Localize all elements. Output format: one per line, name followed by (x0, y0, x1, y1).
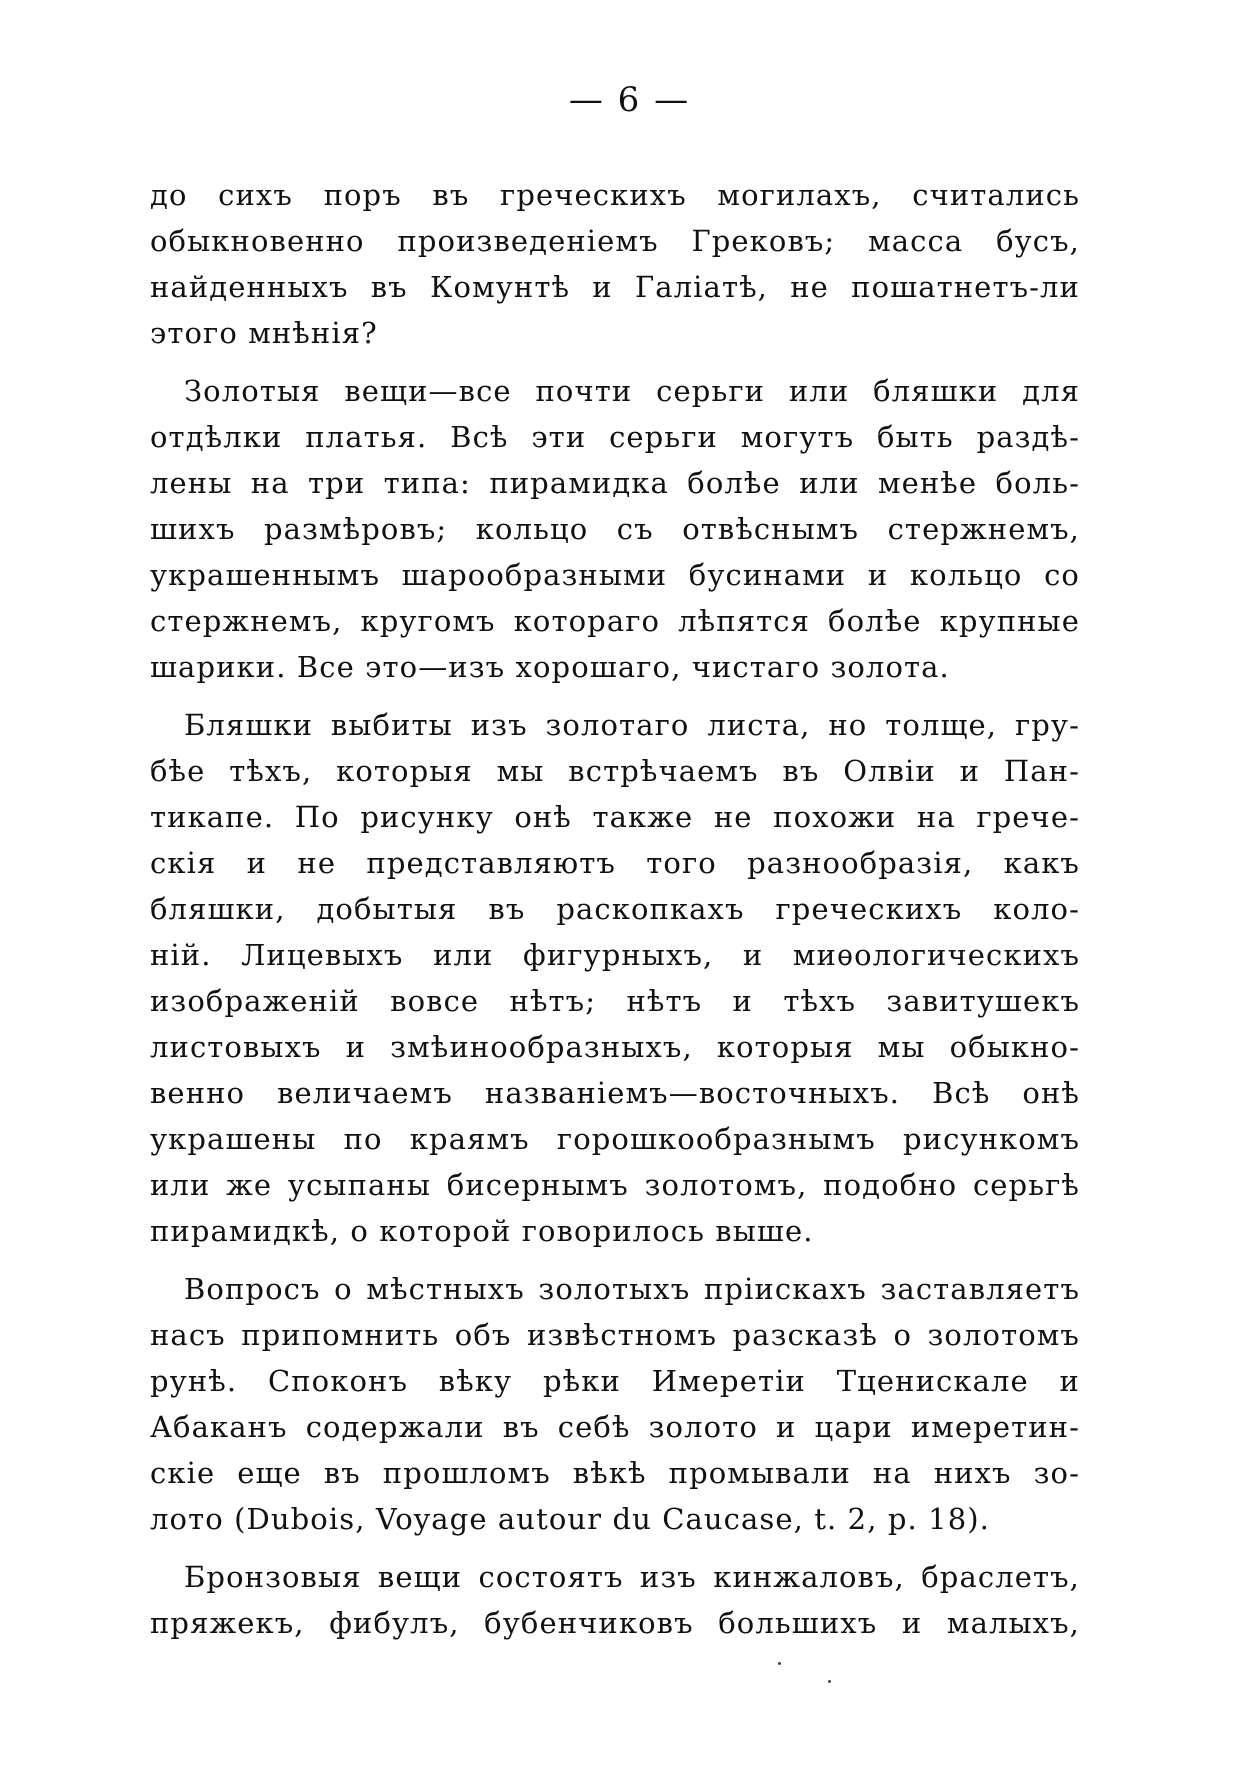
text-line: шарики. Все это—изъ хорошаго, чистаго золота. (150, 650, 950, 684)
text-line: Золотыя вещи—все почти серьги или бляшки для (184, 374, 1080, 408)
text-line: найденныхъ въ Комунтѣ и Галiатѣ, не пошатнетъ-ли (150, 270, 1080, 304)
text-line: шихъ размѣровъ; кольцо съ отвѣснымъ стержнемъ, (150, 512, 1080, 546)
text-line: или же усыпаны бисернымъ золотомъ, подобно серьгѣ (150, 1168, 1080, 1202)
text-line: венно величаемъ названiемъ—восточныхъ. Всѣ онѣ (150, 1076, 1080, 1110)
text-line: листовыхъ и змѣинообразныхъ, которыя мы обыкно- (150, 1030, 1080, 1064)
text-line: стержнемъ, кругомъ котораго лѣпятся болѣе крупные (150, 604, 1080, 638)
text-line: Абаканъ содержали въ себѣ золото и цари имеретин- (150, 1410, 1080, 1444)
paragraph-2 (150, 368, 1080, 690)
text-line: до сихъ поръ въ греческихъ могилахъ, считались (150, 178, 1080, 212)
text-line: изображенiй вовсе нѣтъ; нѣтъ и тѣхъ завитушекъ (150, 984, 1080, 1018)
text-line: Бронзовыя вещи состоятъ изъ кинжаловъ, браслетъ, (184, 1560, 1080, 1594)
text-line: бляшки, добытыя въ раскопкахъ греческихъ коло- (150, 892, 1080, 926)
text-line: лены на три типа: пирамидка болѣе или менѣе боль- (150, 466, 1080, 500)
text-line: Бляшки выбиты изъ золотаго листа, но толще, гру- (184, 708, 1080, 742)
print-speck (778, 1662, 781, 1665)
text-line: насъ припомнить объ извѣстномъ разсказѣ о золотомъ (150, 1318, 1080, 1352)
text-line: обыкновенно произведенiемъ Грековъ; масса бусъ, (150, 224, 1080, 258)
text-line: бѣе тѣхъ, которыя мы встрѣчаемъ въ Олвiи и Пан- (150, 754, 1080, 788)
text-line: нiй. Лицевыхъ или фигурныхъ, и миѳологическихъ (150, 938, 1080, 972)
text-line: украшеннымъ шарообразными бусинами и кольцо со (150, 558, 1080, 592)
page-number: — 6 — (568, 80, 691, 120)
text-line: тикапе. По рисунку онѣ также не похожи на грече- (150, 800, 1080, 834)
print-speck (828, 1680, 831, 1683)
paragraph-4 (150, 1266, 1080, 1542)
text-line: рунѣ. Споконъ вѣку рѣки Имеретiи Тценискале и (150, 1364, 1080, 1398)
paragraph-5 (150, 1554, 1080, 1646)
text-line: скiе еще въ прошломъ вѣкѣ промывали на нихъ зо- (150, 1456, 1080, 1490)
paragraph-1 (150, 172, 1080, 356)
text-line: этого мнѣнiя? (150, 316, 378, 350)
text-line: отдѣлки платья. Всѣ эти серьги могутъ быть раздѣ- (150, 420, 1080, 454)
body-text (150, 172, 1080, 1658)
text-line: Вопросъ о мѣстныхъ золотыхъ прiискахъ заставляетъ (184, 1272, 1080, 1306)
text-line: пряжекъ, фибулъ, бубенчиковъ большихъ и малыхъ, (150, 1606, 1080, 1640)
text-line: пирамидкѣ, о которой говорилось выше. (150, 1214, 814, 1248)
text-line: скiя и не представляютъ того разнообразiя, какъ (150, 846, 1080, 880)
paragraph-3 (150, 702, 1080, 1254)
text-line: украшены по краямъ горошкообразнымъ рисункомъ (150, 1122, 1080, 1156)
text-line: лото (Dubois, Voyage autour du Caucase, t. 2, p. 18). (150, 1502, 990, 1536)
